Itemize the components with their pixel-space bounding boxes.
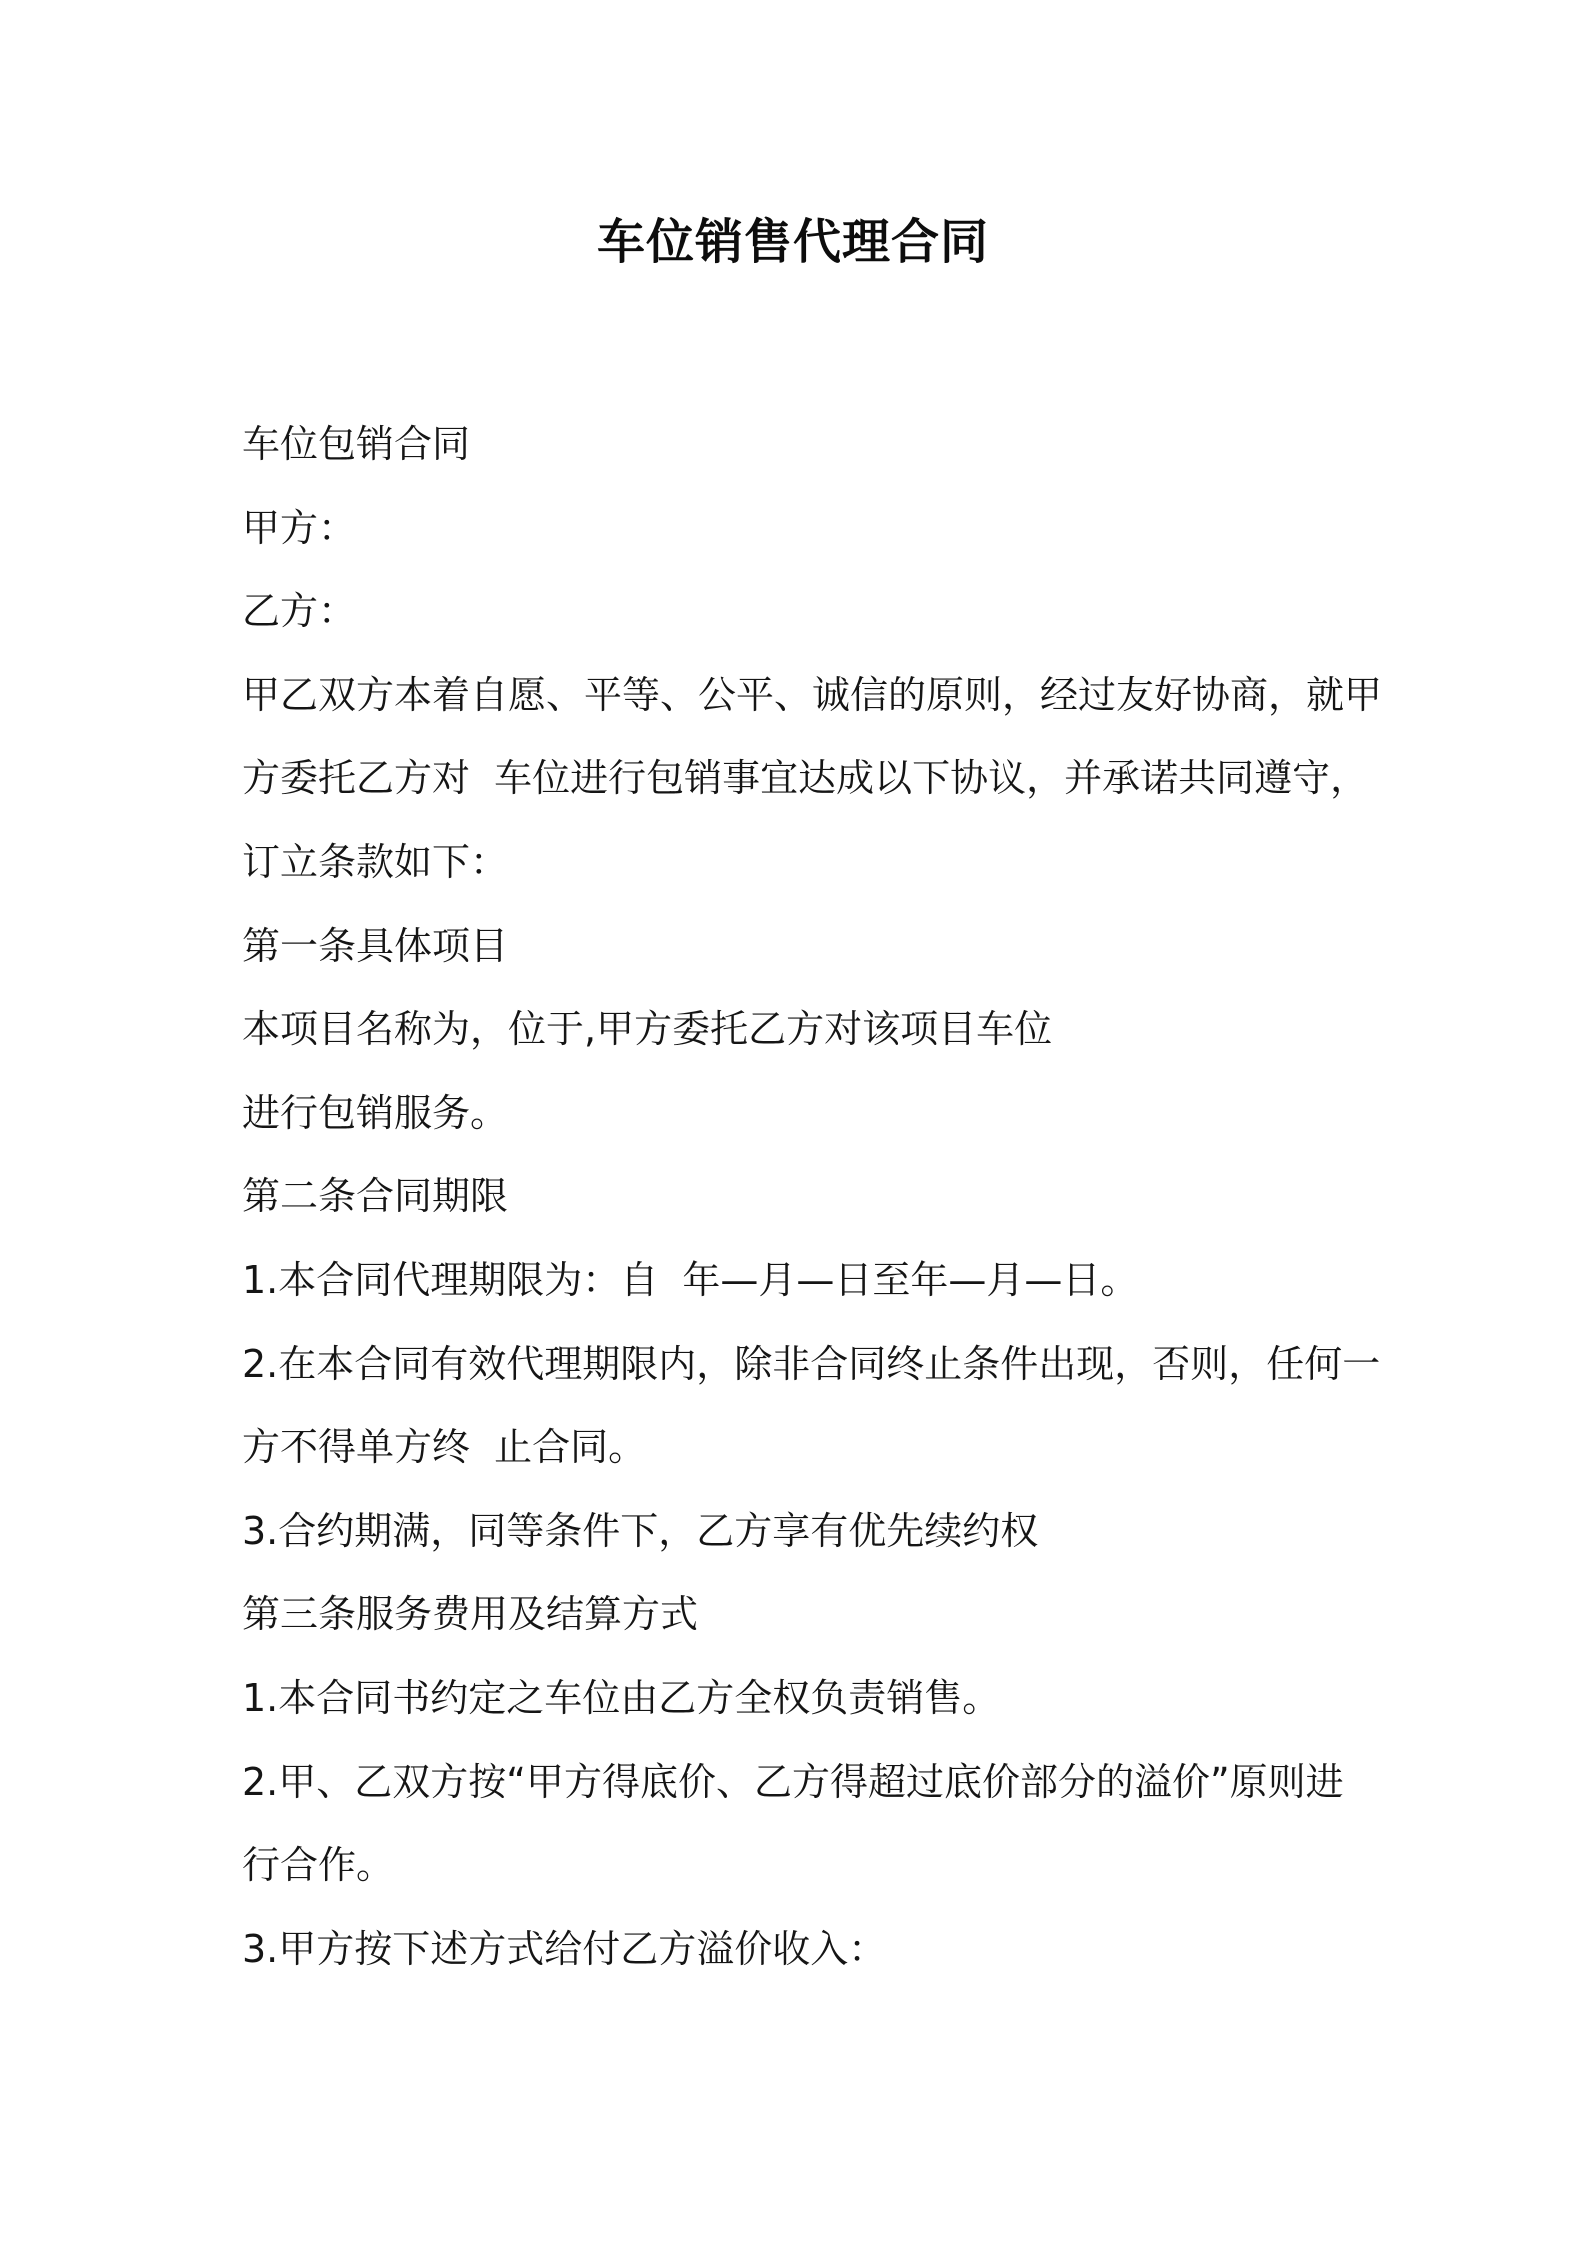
subtitle-line: 车位包销合同	[242, 422, 471, 466]
section-heading: 第二条合同期限	[242, 1174, 509, 1219]
clause-line: 1.本合同代理期限为：自 年—月—日至年—月—日。	[242, 1257, 1139, 1302]
clause-line: 方不得单方终 止合同。	[242, 1425, 647, 1470]
clause-line: 2.在本合同有效代理期限内，除非合同终止条件出现，否则，任何一	[242, 1341, 1381, 1386]
party-a-line: 甲方：	[242, 505, 357, 550]
party-b-line: 乙方：	[242, 589, 357, 634]
clause-line: 3.甲方按下述方式给付乙方溢价收入：	[242, 1926, 887, 1971]
paragraph-line: 方委托乙方对 车位进行包销事宜达成以下协议，并承诺共同遵守，	[242, 756, 1369, 801]
clause-line: 行合作。	[242, 1843, 395, 1888]
paragraph-line: 甲乙双方本着自愿、平等、公平、诚信的原则，经过友好协商，就甲	[242, 672, 1383, 717]
section-heading: 第三条服务费用及结算方式	[242, 1592, 699, 1637]
document-body	[242, 403, 1383, 1991]
clause-line: 1.本合同书约定之车位由乙方全权负责销售。	[242, 1675, 1001, 1720]
paragraph-line: 进行包销服务。	[242, 1090, 509, 1135]
clause-line: 3.合约期满，同等条件下，乙方享有优先续约权	[242, 1508, 1039, 1553]
paragraph-line: 订立条款如下：	[242, 839, 509, 884]
paragraph-line: 本项目名称为，位于,甲方委托乙方对该项目车位	[242, 1007, 1053, 1052]
clause-line: 2.甲、乙双方按“甲方得底价、乙方得超过底价部分的溢价”原则进	[242, 1759, 1344, 1804]
section-heading: 第一条具体项目	[242, 923, 509, 968]
document-title: 车位销售代理合同	[596, 214, 989, 270]
